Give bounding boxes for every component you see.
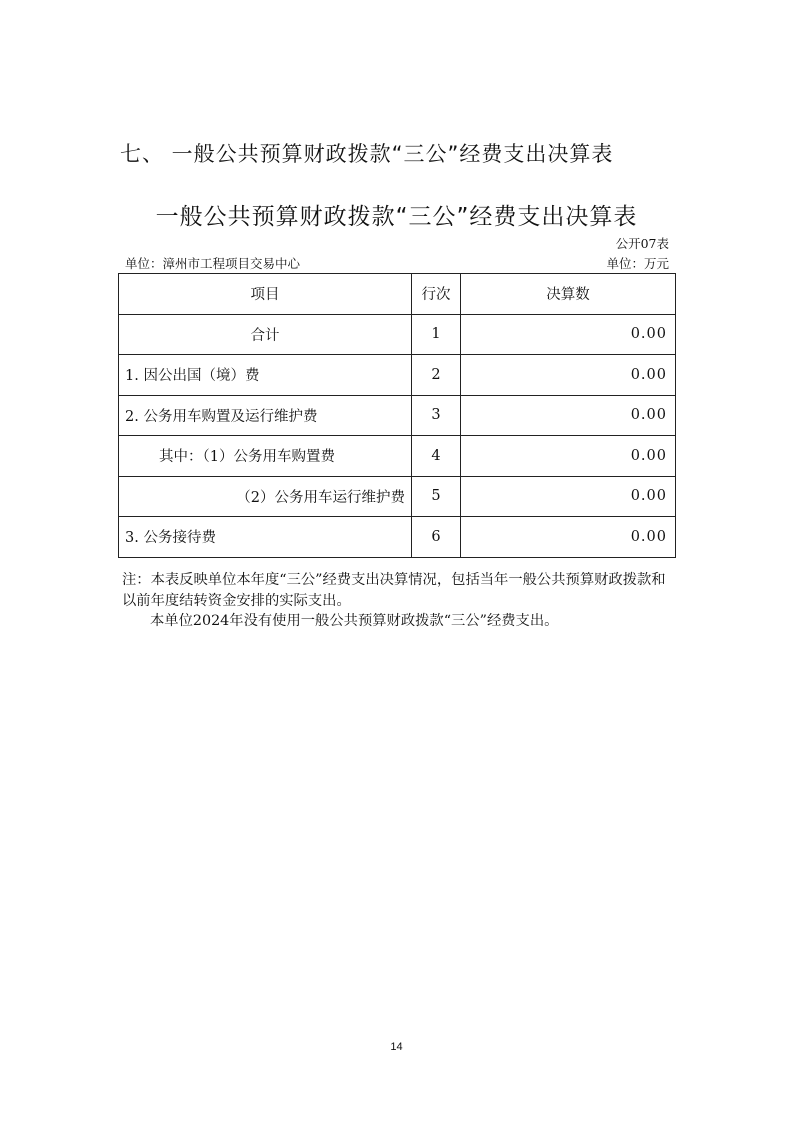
row-item: 3. 公务接待费 (119, 517, 412, 558)
table-row (119, 436, 676, 477)
table-row (119, 314, 676, 355)
table-title: 一般公共预算财政拨款“三公”经费支出决算表 (155, 204, 638, 230)
table-note: 注：本表反映单位本年度“三公”经费支出决算情况，包括当年一般公共预算财政拨款和以前年度结转资金安排的实际支出。 (122, 572, 666, 609)
row-line-no: 6 (411, 517, 460, 558)
expense-table (118, 273, 676, 558)
row-line-no: 1 (411, 314, 460, 355)
row-line-no: 3 (411, 395, 460, 436)
row-item: 2. 公务用车购置及运行维护费 (119, 395, 412, 436)
table-header-row (119, 274, 676, 315)
row-item: 其中：（1）公务用车购置费 (119, 436, 412, 477)
row-line-no: 5 (411, 476, 460, 517)
page-number: 14 (390, 1041, 403, 1053)
row-line-no: 2 (411, 355, 460, 396)
table-row (119, 517, 676, 558)
table-row (119, 476, 676, 517)
header-line-no: 行次 (411, 274, 460, 315)
form-number: 公开07表 (615, 236, 669, 251)
row-line-no: 4 (411, 436, 460, 477)
header-amount: 决算数 (460, 274, 675, 315)
table-row (119, 355, 676, 396)
row-amount: 0.00 (460, 436, 675, 477)
row-amount: 0.00 (460, 476, 675, 517)
row-amount: 0.00 (460, 517, 675, 558)
section-title: 七、 一般公共预算财政拨款“三公”经费支出决算表 (120, 142, 614, 166)
row-amount: 0.00 (460, 395, 675, 436)
reporting-unit: 单位：漳州市工程项目交易中心 (125, 256, 301, 271)
statement-note: 本单位2024年没有使用一般公共预算财政拨款“三公”经费支出。 (150, 613, 559, 629)
header-item: 项目 (119, 274, 412, 315)
row-item: （2）公务用车运行维护费 (119, 476, 412, 517)
currency-unit: 单位：万元 (606, 256, 669, 271)
row-amount: 0.00 (460, 355, 675, 396)
row-item: 合计 (119, 314, 412, 355)
row-item: 1. 因公出国（境）费 (119, 355, 412, 396)
table-row (119, 395, 676, 436)
row-amount: 0.00 (460, 314, 675, 355)
